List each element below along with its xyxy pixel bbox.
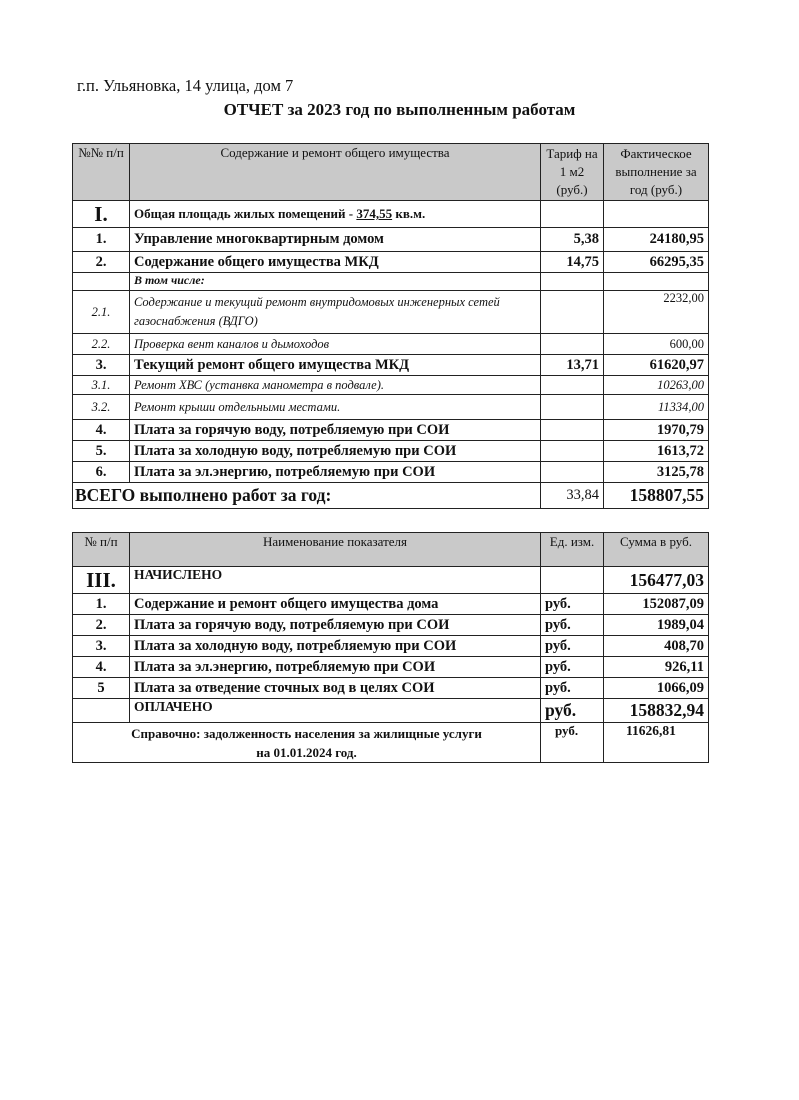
row-num: 3.2. <box>73 395 130 420</box>
row-num: 6. <box>73 462 130 483</box>
row-tariff: 5,38 <box>541 228 604 252</box>
col-header-actual: Фактическое выполнение за год (руб.) <box>604 144 709 201</box>
row-label: Содержание общего имущества МКД <box>130 252 541 273</box>
total-label: ВСЕГО выполнено работ за год: <box>73 483 541 509</box>
row-unit: руб. <box>541 636 604 657</box>
row-value <box>604 273 709 291</box>
row-label: Плата за отведение сточных вод в целях СОИ <box>130 678 541 699</box>
table-row <box>73 615 709 636</box>
row-num <box>73 273 130 291</box>
row-value: 1970,79 <box>604 420 709 441</box>
total-row <box>73 483 709 509</box>
row-label: Содержание и текущий ремонт внутридомовых инженерных сетей газоснабжения (ВДГО) <box>130 291 541 334</box>
row-tariff <box>541 462 604 483</box>
table-row <box>73 678 709 699</box>
row-num: 2. <box>73 615 130 636</box>
row-tariff <box>541 273 604 291</box>
row-tariff <box>541 376 604 395</box>
row-tariff <box>541 291 604 334</box>
area-label-prefix: Общая площадь жилых помещений - <box>134 206 354 221</box>
row-value: 600,00 <box>604 334 709 355</box>
table-row <box>73 462 709 483</box>
col-header-unit: Ед. изм. <box>541 533 604 567</box>
row-label: Плата за холодную воду, потребляемую при СОИ <box>130 636 541 657</box>
row-value: 61620,97 <box>604 355 709 376</box>
row-label: Плата за горячую воду, потребляемую при СОИ <box>130 615 541 636</box>
paid-row <box>73 699 709 723</box>
row-label: Плата за холодную воду, потребляемую при СОИ <box>130 441 541 462</box>
row-label: Плата за эл.энергию, потребляемую при СОИ <box>130 657 541 678</box>
row-label: Плата за эл.энергию, потребляемую при СОИ <box>130 462 541 483</box>
row-value: 2232,00 <box>604 291 709 334</box>
row-label: Текущий ремонт общего имущества МКД <box>130 355 541 376</box>
row-unit: руб. <box>541 678 604 699</box>
area-value-cell <box>604 201 709 228</box>
row-tariff <box>541 395 604 420</box>
row-unit: руб. <box>541 657 604 678</box>
col-header-sum: Сумма в руб. <box>604 533 709 567</box>
table-row <box>73 291 709 334</box>
section-num: III. <box>73 567 130 594</box>
row-unit: руб. <box>541 594 604 615</box>
table-row <box>73 594 709 615</box>
paid-label: ОПЛАЧЕНО <box>130 699 541 723</box>
row-num: 2. <box>73 252 130 273</box>
accruals-table <box>72 532 709 763</box>
row-value: 926,11 <box>604 657 709 678</box>
row-tariff: 14,75 <box>541 252 604 273</box>
table-row <box>73 334 709 355</box>
row-tariff <box>541 334 604 355</box>
row-value: 10263,00 <box>604 376 709 395</box>
row-num: 2.2. <box>73 334 130 355</box>
table-row <box>73 636 709 657</box>
row-num: 3. <box>73 355 130 376</box>
row-label: Управление многоквартирным домом <box>130 228 541 252</box>
works-table <box>72 143 709 509</box>
address: г.п. Ульяновка, 14 улица, дом 7 <box>77 76 294 95</box>
row-value: 408,70 <box>604 636 709 657</box>
row-value: 1989,04 <box>604 615 709 636</box>
row-value: 24180,95 <box>604 228 709 252</box>
row-num: 4. <box>73 420 130 441</box>
table-row <box>73 273 709 291</box>
col-header-name: Наименование показателя <box>130 533 541 567</box>
row-num: 2.1. <box>73 291 130 334</box>
table-row <box>73 228 709 252</box>
area-value: 374,55 <box>356 206 393 221</box>
col-header-num: № п/п <box>73 533 130 567</box>
debt-unit: руб. <box>541 723 604 763</box>
accruals-table-header <box>73 533 709 567</box>
debt-label: Справочно: задолженность населения за жилищные услуги на 01.01.2024 год. <box>73 723 541 763</box>
paid-num <box>73 699 130 723</box>
table-row <box>73 441 709 462</box>
row-value: 1613,72 <box>604 441 709 462</box>
row-value: 3125,78 <box>604 462 709 483</box>
area-row <box>73 201 709 228</box>
paid-unit: руб. <box>541 699 604 723</box>
row-tariff: 13,71 <box>541 355 604 376</box>
row-unit: руб. <box>541 615 604 636</box>
row-value: 1066,09 <box>604 678 709 699</box>
row-value: 66295,35 <box>604 252 709 273</box>
row-label: Проверка вент каналов и дымоходов <box>130 334 541 355</box>
area-label <box>130 201 541 228</box>
table-row <box>73 395 709 420</box>
table-row <box>73 355 709 376</box>
accrued-value: 156477,03 <box>604 567 709 594</box>
table-row <box>73 252 709 273</box>
area-tariff <box>541 201 604 228</box>
table-row <box>73 657 709 678</box>
table-row <box>73 420 709 441</box>
row-tariff <box>541 441 604 462</box>
total-tariff: 33,84 <box>541 483 604 509</box>
col-header-tariff: Тариф на 1 м2 (руб.) <box>541 144 604 201</box>
row-num: 1. <box>73 228 130 252</box>
row-tariff <box>541 420 604 441</box>
works-table-header <box>73 144 709 201</box>
debt-value: 11626,81 <box>604 723 709 763</box>
row-value: 152087,09 <box>604 594 709 615</box>
row-num: 1. <box>73 594 130 615</box>
row-num: 3.1. <box>73 376 130 395</box>
row-num: 5 <box>73 678 130 699</box>
accrued-unit <box>541 567 604 594</box>
row-label: Плата за горячую воду, потребляемую при СОИ <box>130 420 541 441</box>
row-label: Ремонт крыши отдельными местами. <box>130 395 541 420</box>
report-title: ОТЧЕТ за 2023 год по выполненным работам <box>223 100 576 119</box>
accrued-label: НАЧИСЛЕНО <box>130 567 541 594</box>
area-unit: кв.м. <box>395 206 426 221</box>
row-num: 3. <box>73 636 130 657</box>
row-label: Ремонт ХВС (устанвка манометра в подвале). <box>130 376 541 395</box>
section-num: I. <box>73 201 130 228</box>
row-label: Содержание и ремонт общего имущества дома <box>130 594 541 615</box>
row-value: 11334,00 <box>604 395 709 420</box>
debt-row <box>73 723 709 763</box>
table-row <box>73 376 709 395</box>
col-header-num: №№ п/п <box>73 144 130 201</box>
row-label: В том числе: <box>130 273 541 291</box>
row-num: 4. <box>73 657 130 678</box>
paid-value: 158832,94 <box>604 699 709 723</box>
accrued-row <box>73 567 709 594</box>
total-value: 158807,55 <box>604 483 709 509</box>
col-header-content: Содержание и ремонт общего имущества <box>130 144 541 201</box>
row-num: 5. <box>73 441 130 462</box>
